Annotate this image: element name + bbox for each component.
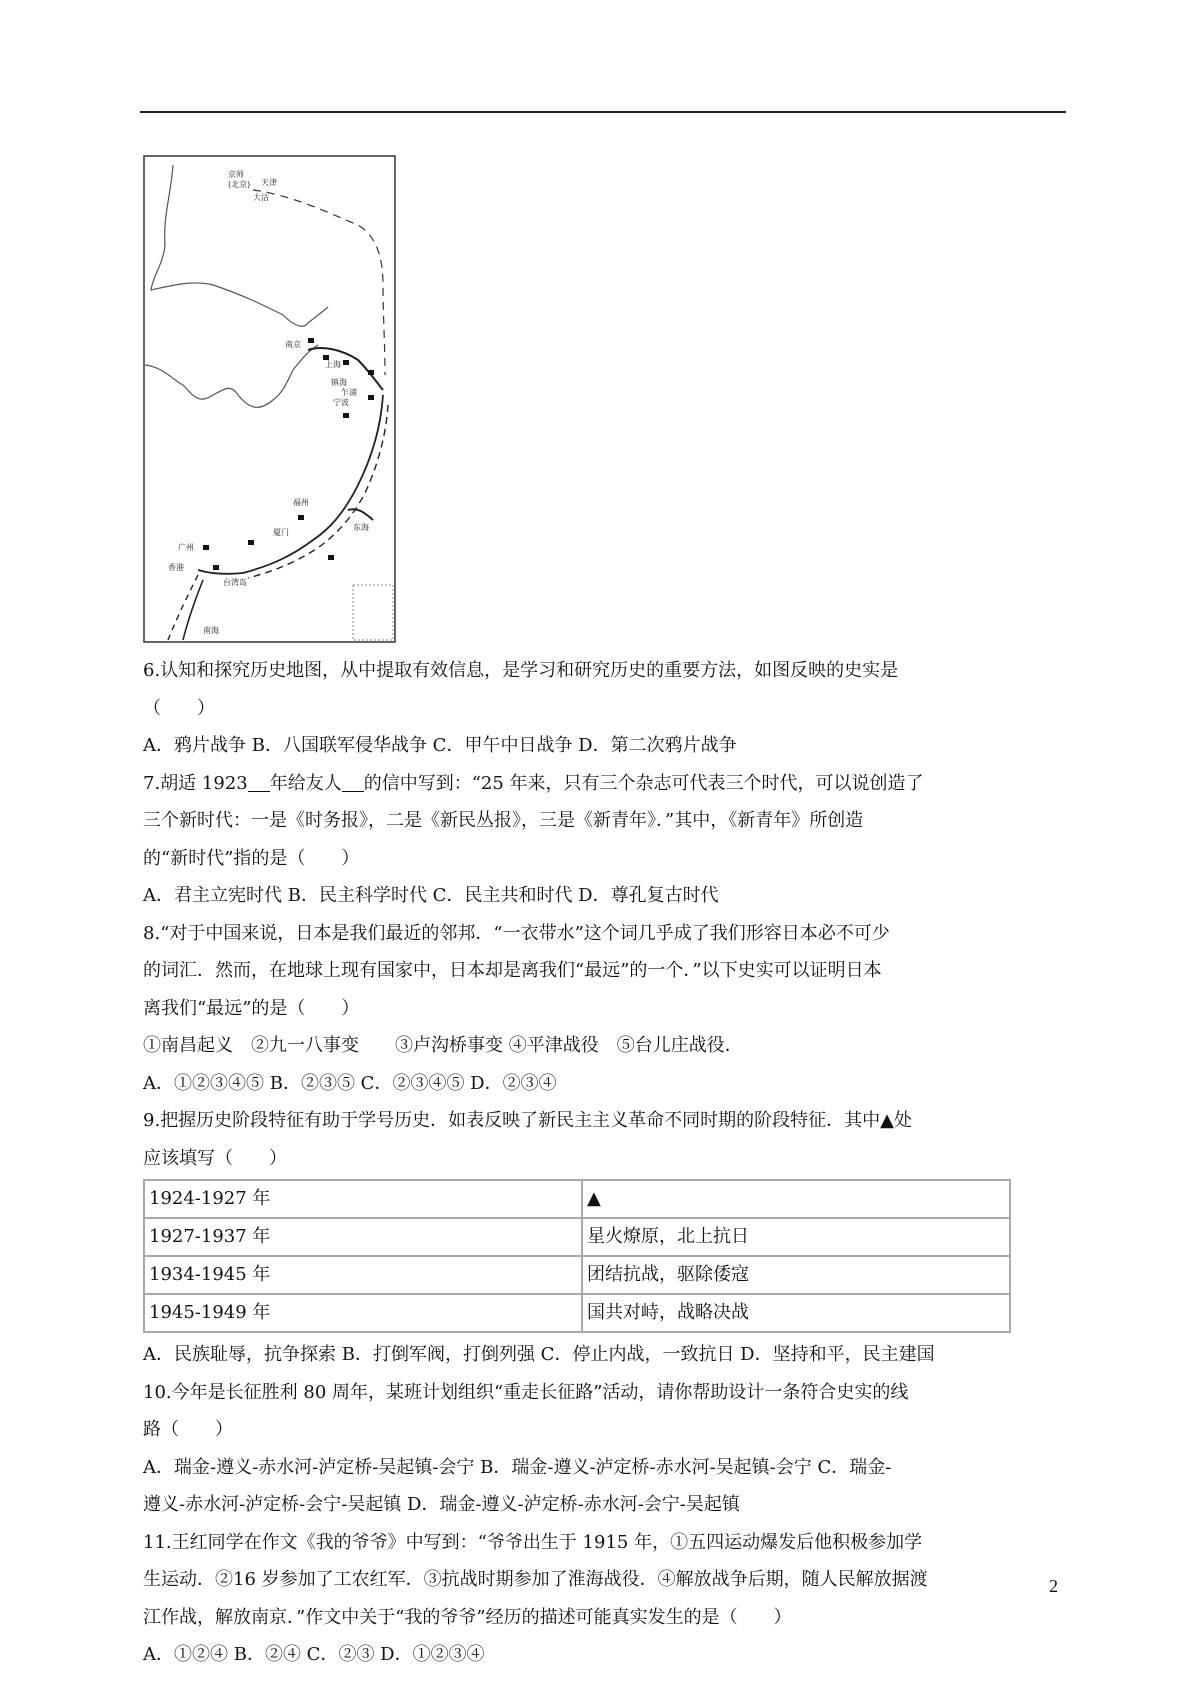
question-number: 6.	[143, 660, 161, 681]
map-label-taiwan: 东海	[353, 523, 369, 532]
map-label-capital-sub: (北京)	[228, 180, 251, 189]
table-cell-period: 1927-1937 年	[144, 1218, 582, 1256]
map-label-taiwan-island: 台湾岛	[223, 578, 247, 587]
table-cell-period: 1945-1949 年	[144, 1294, 582, 1332]
question-stem: 的“新时代”指的是（ ）	[143, 847, 360, 869]
question-stem: 的词汇．然而，在地球上现有国家中，日本却是离我们“最远”的一个．”以下史实可以证明日本	[143, 960, 882, 981]
question-stem-part: 年给友人	[269, 772, 342, 794]
question-stem: 把握历史阶段特征有助于学号历史．如表反映了新民主主义革命不同时期的阶段特征．其中▲处	[160, 1110, 913, 1131]
map-label-shanghai: 上海	[325, 360, 341, 369]
options: 遵义-赤水河-泸定桥-会宁-吴起镇 D．瑞金-遵义-泸定桥-赤水河-会宁-吴起镇	[143, 1494, 740, 1515]
options: A．①②③④⑤ B．②③⑤ C．②③④⑤ D．②③④	[143, 1072, 557, 1094]
question-stem: 离我们“最远”的是（ ）	[143, 997, 360, 1019]
question-stem: 应该填写（ ）	[143, 1147, 287, 1169]
table-cell-period: 1924-1927 年	[144, 1180, 582, 1218]
question-stem: 王红同学在作文《我的爷爷》中写到：“爷爷出生于 1915 年，①五四运动爆发后他积极参加学	[171, 1531, 923, 1553]
question-6	[143, 652, 1068, 765]
question-10	[143, 1374, 1068, 1524]
options: A．①②④ B．②④ C．②③ D．①②③④	[143, 1644, 485, 1665]
event-items: ①南昌起义 ②九一八事变 ③卢沟桥事变 ④平津战役 ⑤台儿庄战役．	[143, 1035, 743, 1056]
blank-underline	[342, 773, 364, 792]
question-number: 7.	[143, 772, 161, 794]
blank-underline	[248, 773, 270, 792]
map-label-hongkong: 香港	[168, 563, 184, 572]
question-stem: 三个新时代：一是《时务报》，二是《新民丛报》，三是《新青年》．”其中，《新青年》所创造	[143, 810, 864, 831]
map-label-guangzhou: 广州	[178, 543, 194, 552]
question-stem-part: 胡适 1923	[160, 772, 248, 794]
map-label-zhenhai: 镇海	[331, 378, 347, 387]
page-number: 2	[1049, 1576, 1058, 1596]
header-rule	[140, 111, 1066, 113]
question-11	[143, 1524, 1068, 1674]
question-stem: 认知和探究历史地图，从中提取有效信息，是学习和研究历史的重要方法，如图反映的史实是	[160, 660, 899, 681]
table-cell-feature: ▲	[582, 1180, 1010, 1218]
question-stem: 江作战，解放南京．”作文中关于“我的爷爷”经历的描述可能真实发生的是（ ）	[143, 1606, 792, 1628]
table-cell-feature: 国共对峙，战略决战	[582, 1294, 1010, 1332]
question-number: 8.	[143, 922, 161, 944]
options: A．鸦片战争 B．八国联军侵华战争 C．甲午中日战争 D．第二次鸦片战争	[143, 735, 737, 756]
question-stem-part: 的信中写到：“25 年来，只有三个杂志可代表三个时代，可以说创造了	[363, 772, 924, 794]
stage-table	[143, 1179, 1011, 1333]
question-9	[143, 1102, 1068, 1374]
answer-bracket: （ ）	[143, 697, 215, 719]
question-number: 9.	[143, 1110, 161, 1131]
map-label-fuzhou: 福州	[293, 498, 309, 507]
map-label-south-sea: 南海	[203, 626, 219, 635]
question-stem: 生运动．②16 岁参加了工农红军．③抗战时期参加了淮海战役．④解放战争后期，随人民解放据渡	[143, 1569, 928, 1590]
questions-section	[143, 652, 1068, 1674]
map-label-xiamen: 厦门	[273, 528, 289, 537]
table-cell-feature: 团结抗战，驱除倭寇	[582, 1256, 1010, 1294]
question-number: 10.	[143, 1381, 172, 1403]
options: A．君主立宪时代 B．民主科学时代 C．民主共和时代 D．尊孔复古时代	[143, 885, 719, 906]
question-stem: 今年是长征胜利 80 周年，某班计划组织“重走长征路”活动，请你帮助设计一条符合史实的线	[171, 1381, 909, 1403]
map-label-capital: 京师	[228, 170, 244, 179]
options: A．瑞金-遵义-赤水河-泸定桥-吴起镇-会宁 B．瑞金-遵义-泸定桥-赤水河-吴起镇-会宁 C．瑞金-	[143, 1456, 892, 1478]
question-number: 11.	[143, 1531, 172, 1553]
options: A．民族耻辱，抗争探索 B．打倒军阀，打倒列强 C．停止内战，一致抗日 D．坚持和平，民主建国	[143, 1344, 935, 1365]
question-stem: “对于中国来说，日本是我们最近的邻邦．“一衣带水”这个词几乎成了我们形容日本必不可少	[160, 922, 890, 944]
table-row	[144, 1180, 1010, 1218]
table-row	[144, 1218, 1010, 1256]
table-row	[144, 1256, 1010, 1294]
map-label-tianjin: 天津	[261, 178, 277, 187]
table-cell-period: 1934-1945 年	[144, 1256, 582, 1294]
map-label-zhapu: 乍浦	[341, 388, 357, 397]
map-label-nanjing: 南京	[285, 340, 301, 349]
question-8	[143, 915, 1068, 1103]
table-cell-feature: 星火燎原，北上抗日	[582, 1218, 1010, 1256]
historical-map	[143, 155, 396, 643]
question-7	[143, 765, 1068, 915]
question-stem: 路（ ）	[143, 1419, 233, 1440]
table-row	[144, 1294, 1010, 1332]
map-label-ningbo: 宁波	[333, 398, 349, 407]
map-label-dagu: 大沽	[253, 193, 269, 202]
